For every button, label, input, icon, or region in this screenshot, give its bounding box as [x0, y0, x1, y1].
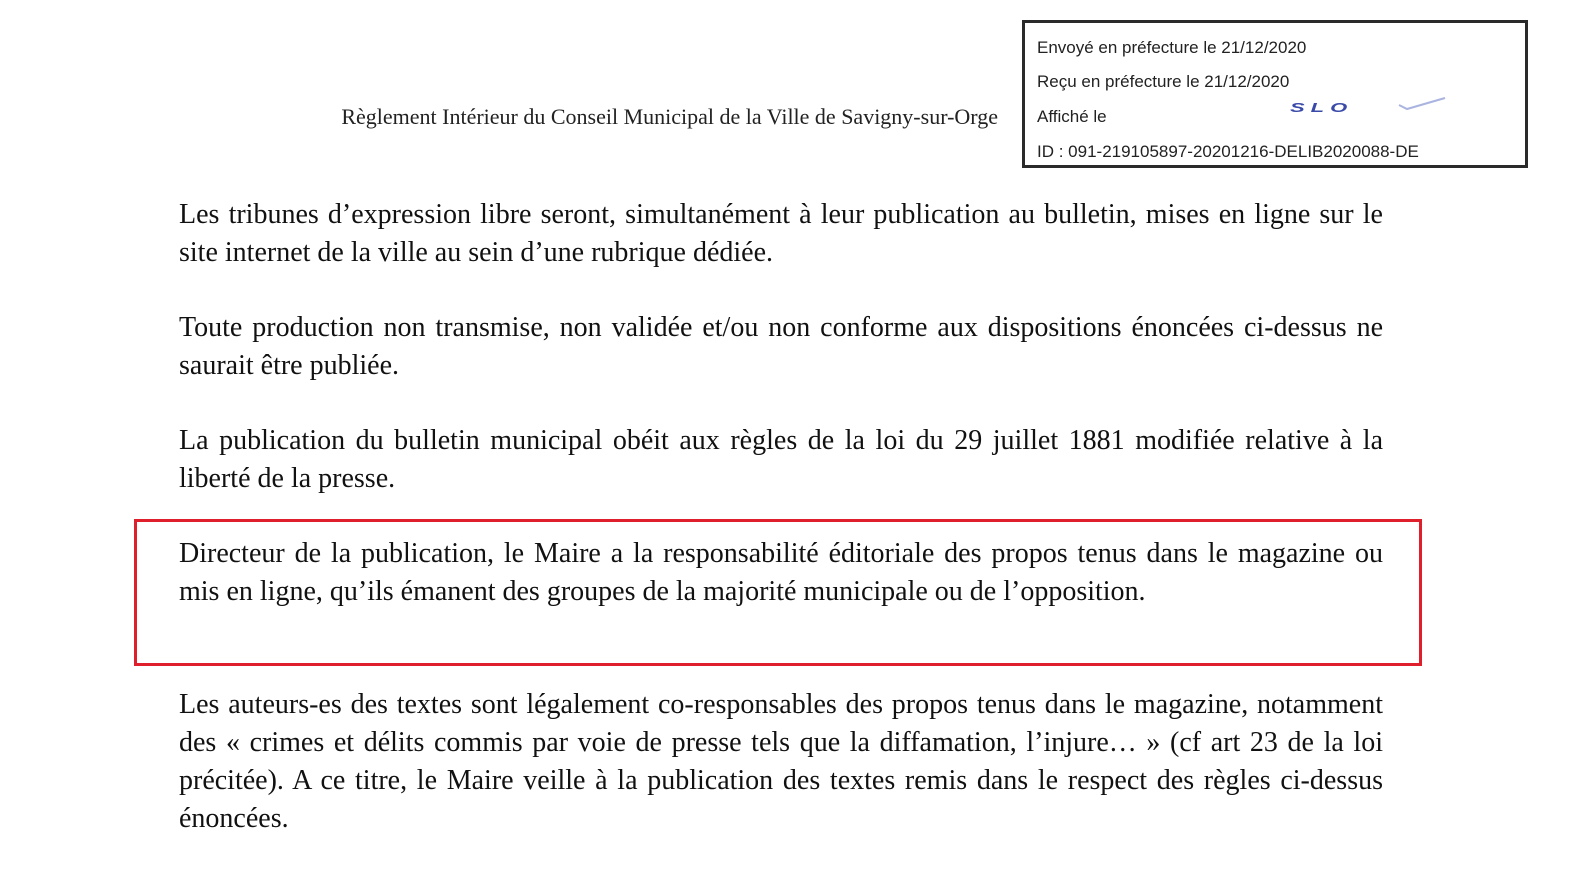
slo-check-icon [1397, 97, 1447, 111]
slo-logo: SLO [1290, 100, 1354, 116]
stamp-sent-date: Envoyé en préfecture le 21/12/2020 [1037, 38, 1307, 57]
prefecture-stamp [1022, 20, 1528, 168]
paragraph-online-publication: Les tribunes d’expression libre seront, simultanément à leur publication au bulletin, mises en ligne sur le site internet de la ville au sein d’une rubrique dédiée. [179, 199, 1383, 268]
stamp-posted: Affiché le [1037, 107, 1107, 126]
stamp-id: ID : 091-219105897-20201216-DELIB2020088-DE [1037, 142, 1419, 161]
paragraph-press-law: La publication du bulletin municipal obéit aux règles de la loi du 29 juillet 1881 modifiée relative à la liberté de la presse. [179, 425, 1383, 494]
paragraph-non-compliant: Toute production non transmise, non validée et/ou non conforme aux dispositions énoncées ci-dessus ne saurait être publiée. [179, 312, 1383, 381]
paragraph-publication-director: Directeur de la publication, le Maire a la responsabilité éditoriale des propos tenus dans le magazine ou mis en ligne, qu’ils émanent des groupes de la majorité municipale ou de l’opposition. [179, 538, 1383, 607]
stamp-received-date: Reçu en préfecture le 21/12/2020 [1037, 72, 1290, 91]
document-header: Règlement Intérieur du Conseil Municipal de la Ville de Savigny-sur-Orge [341, 104, 998, 129]
paragraph-authors-responsibility: Les auteurs-es des textes sont légalement co-responsables des propos tenus dans le magazine, notamment des « crimes et délits commis par voie de presse tels que la diffamation, l’injure… » (cf art 23 de la loi précitée). A ce titre, le Maire veille à la publication des textes remis dans le respect des règles ci-dessus énoncées. [179, 689, 1383, 834]
